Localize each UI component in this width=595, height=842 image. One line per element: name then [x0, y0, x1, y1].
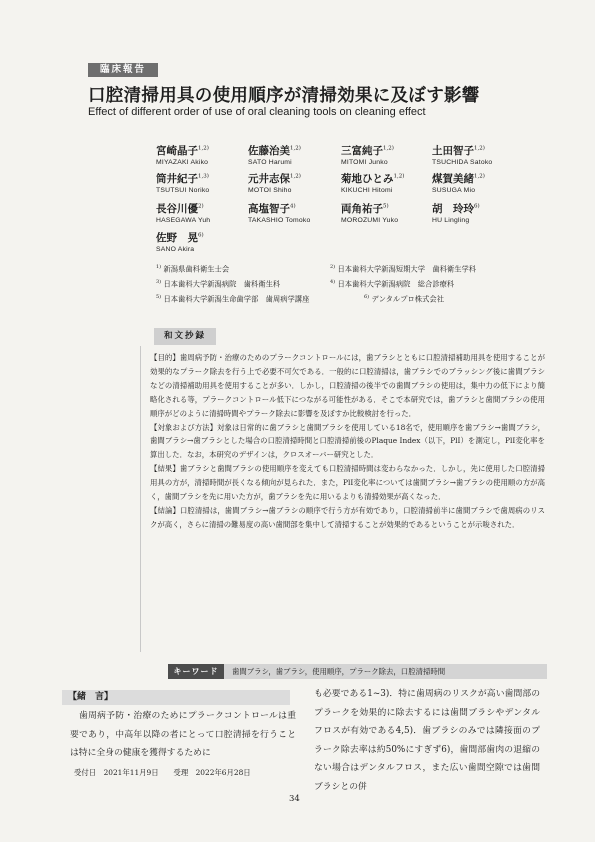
intro-left-column [70, 707, 296, 763]
author-name-en: MOROZUMI Yuko [341, 217, 399, 224]
author-entry [156, 143, 209, 166]
affiliation-text: 日本歯科大学新潟生命歯学部 歯周病学講座 [163, 294, 310, 304]
affiliation [330, 279, 454, 289]
author-name-jp: 土田智子 [432, 145, 474, 157]
author-name-jp: 佐藤治美 [248, 145, 290, 157]
author-name-jp: 佐野 晃 [156, 232, 198, 244]
affiliation-number: 2) [330, 264, 336, 270]
intro-paragraph: 歯周病予防・治療のためにプラークコントロールは重要であり，中高年以降の者にとって口腔清掃を行うことは特に全身の健康を獲得するために [70, 711, 296, 758]
author-name-en: TSUTSUI Noriko [156, 187, 210, 194]
affiliation [156, 279, 280, 289]
abstract-paragraph [150, 351, 545, 421]
intro-heading: 【緒 言】 [62, 690, 290, 705]
abstract-body [150, 351, 545, 532]
author-name-jp: 高塩智子 [248, 203, 290, 215]
author-affiliation-marker: 1,2) [393, 173, 405, 180]
author-affiliation-marker: 2) [198, 203, 204, 210]
author-name-en: TAKASHIO Tomoko [248, 217, 311, 224]
author-affiliation-marker: 1,2) [383, 145, 394, 152]
abstract-section-text: 対象は日常的に歯ブラシと歯間ブラシを使用している18名で，使用順序を歯ブラシ→歯間ブラシ，歯間ブラシ→歯ブラシとした場合の口腔清掃時間と口腔清掃前後のPlaque Index（以下，PlI）を測定し，PlI変化率を算出した．なお，本研究のデザインは，クロスオーバー研究とした． [150, 422, 545, 460]
author-affiliation-marker: 6) [198, 232, 204, 239]
abstract-section-label: 【結論】 [150, 505, 180, 515]
author-affiliation-marker: 1,2) [198, 145, 209, 152]
affiliation-text: デンタルプロ株式会社 [371, 294, 444, 304]
received-accepted-dates: 受付日 2021年11月9日 受理 2022年6月28日 [74, 768, 251, 777]
author-affiliation-marker: 1,2) [290, 145, 301, 152]
author-name-en: MOTOI Shiho [248, 187, 292, 194]
affiliation [156, 264, 229, 274]
author-entry [432, 171, 485, 194]
author-entry [156, 201, 210, 224]
affiliation [330, 264, 476, 274]
author-name-jp: 三富純子 [341, 145, 383, 157]
article-category-label: 臨床報告 [88, 63, 158, 77]
affiliation-text: 新潟県歯科衛生士会 [163, 264, 230, 274]
author-name-en: SANO Akira [156, 246, 195, 253]
author-name-en: HASEGAWA Yuh [156, 217, 211, 224]
author-entry [248, 171, 301, 194]
author-name-en: MIYAZAKI Akiko [156, 159, 209, 166]
author-entry [341, 171, 404, 194]
affiliation-number: 6) [364, 294, 370, 300]
affiliation-text: 日本歯科大学新潟病院 総合診療科 [337, 279, 455, 289]
author-entry [432, 201, 480, 224]
author-name-en: HU Lingling [432, 217, 470, 224]
abstract-paragraph [150, 504, 545, 532]
author-affiliation-marker: 1,2) [290, 173, 301, 180]
author-affiliation-marker: 6) [474, 203, 480, 210]
author-name-jp: 胡 玲玲 [432, 203, 474, 215]
abstract-section-text: 歯周病予防・治療のためのプラークコントロールには，歯ブラシとともに口腔清掃補助用具を使用することが効果的なプラーク除去を行う上で必要不可欠である．一般的に口腔清掃は，歯ブラシでのブラッシング後に歯間ブラシなどの清掃補助用具を使用することが多い．しかし，口腔清掃の後半での歯間ブラシの使用は，集中力の低下により簡略化される等，プラークコントロール低下につながる可能性がある．そこで本研究では，歯ブラシと歯間ブラシの使用順序がどのように清掃時間やプラーク除去に影響を及ぼすか比較検討を行った． [150, 353, 545, 418]
author-entry [156, 230, 204, 253]
affiliation [364, 294, 444, 304]
abstract-heading: 和文抄録 [154, 328, 216, 345]
abstract-paragraph [150, 421, 545, 463]
article-subtitle: Effect of different order of use of oral cleaning tools on cleaning effect [88, 106, 426, 118]
affiliation-number: 1) [156, 264, 162, 270]
author-affiliation-marker: 4) [290, 203, 296, 210]
author-name-jp: 筒井紀子 [156, 173, 198, 185]
keywords-text: 歯間ブラシ，歯ブラシ，使用順序，プラーク除去，口腔清掃時間 [232, 667, 446, 676]
author-entry [341, 143, 394, 166]
author-name-en: MITOMI Junko [341, 159, 388, 166]
author-name-jp: 菊地ひとみ [341, 173, 394, 185]
author-entry [432, 143, 492, 166]
author-entry [156, 171, 209, 194]
author-name-jp: 煤賀美緒 [432, 173, 474, 185]
intro-right-column [314, 685, 540, 796]
abstract-section-label: 【目的】 [150, 353, 180, 362]
author-name-en: KIKUCHI Hitomi [341, 187, 393, 194]
author-entry [341, 201, 398, 224]
affiliation-text: 日本歯科大学新潟短期大学 歯科衛生学科 [337, 264, 477, 274]
affiliation-number: 5) [156, 294, 162, 300]
author-name-jp: 両角祐子 [341, 203, 383, 215]
author-name-jp: 元井志保 [248, 173, 290, 185]
abstract-section-label: 【結果】 [150, 464, 180, 474]
author-affiliation-marker: 1,2) [474, 173, 485, 180]
author-name-jp: 長谷川優 [156, 203, 198, 215]
abstract-section-label: 【対象および方法】 [150, 422, 218, 432]
author-affiliation-marker: 1,2) [474, 145, 485, 152]
keywords-label: キーワード [168, 664, 224, 679]
abstract-section-text: 歯ブラシと歯間ブラシの使用順序を変えても口腔清掃時間は変わらなかった．しかし，先に使用した口腔清掃用具の方が，清掃時間が長くなる傾向が見られた．また，PlI変化率については歯間ブラシ→歯ブラシの使用順の方が高く，歯間ブラシを先に用いた方が，歯ブラシを先に用いるよりも清掃効果が高くなった． [150, 464, 545, 502]
author-name-en: TSUCHIDA Satoko [432, 159, 493, 166]
author-name-jp: 宮崎晶子 [156, 145, 198, 157]
page-number: 34 [289, 794, 300, 804]
author-affiliation-marker: 5) [383, 203, 389, 210]
affiliation-number: 3) [156, 279, 162, 285]
abstract-section-text: 口腔清掃は，歯間ブラシ→歯ブラシの順序で行う方が有効であり，口腔清掃前半に歯間ブラシで歯周病のリスクが高く，さらに清掃の難易度の高い歯間部を集中して清掃することが効果的であるということが示唆された． [150, 505, 545, 529]
intro-paragraph-continued: も必要である1~3)．特に歯周病のリスクが高い歯間部のプラークを効果的に除去するには歯間ブラシやデンタルフロスが有効である4,5)．歯ブラシのみでは隣接面のプラーク除去率は約50%にすぎず6)，歯間部歯肉の退縮のない場合はデンタルフロス，また広い歯間空隙では歯間ブラシとの併 [314, 689, 540, 792]
abstract-paragraph [150, 462, 545, 504]
author-name-en: SATO Harumi [248, 159, 292, 166]
author-name-en: SUSUGA Mio [432, 187, 476, 194]
affiliation-number: 4) [330, 279, 336, 285]
author-affiliation-marker: 1,3) [198, 173, 209, 180]
author-entry [248, 201, 310, 224]
article-title: 口腔清掃用具の使用順序が清掃効果に及ぼす影響 [88, 86, 480, 106]
affiliation [156, 294, 309, 304]
author-entry [248, 143, 301, 166]
affiliation-text: 日本歯科大学新潟病院 歯科衛生科 [163, 279, 281, 289]
